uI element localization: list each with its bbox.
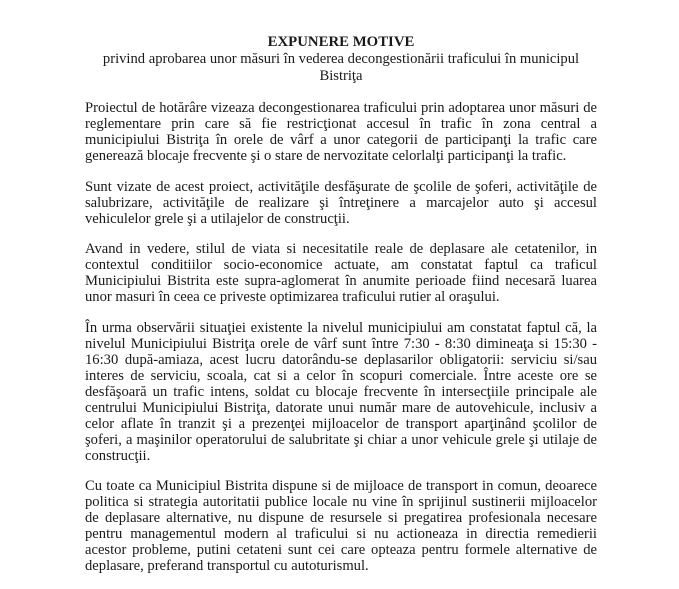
- paragraph: Sunt vizate de acest proiect, activităţile desfăşurate de şcolile de şoferi, activităţile de salubrizare, activităţile de realizare şi întreţinere a marcajelor auto şi accesul vehiculelor grele şi a utilajelor de construcţii.: [85, 178, 597, 227]
- document-subtitle: privind aprobarea unor măsuri în vederea decongestionării traficului în municipul Bistriţa: [102, 51, 580, 84]
- document-title: EXPUNERE MOTIVE: [267, 34, 415, 50]
- document-page: [85, 34, 597, 589]
- paragraph: În urma observării situaţiei existente la nivelul municipiului am constatat faptul că, la nivelul Municipiului Bistriţa orele de vârf sunt între 7:30 - 8:30 dimineaţa si 15:30 - 16:30 după-amiaza, acest lucru datorându-se deplasarilor obligatorii: serviciu si/sau interes de serviciu, scoala, cat si a celor în scopuri comerciale. Între aceste ore se desfăşoară un trafic intens, soldat cu blocaje frecvente în intersecţiile principale ale centrului Municipiului Bistriţa, datorate unui număr mare de autovehicule, inclusiv a celor aflate în tranzit şi a prezenţei mijloacelor de transport aparţinând şcolilor de şoferi, a maşinilor operatorului de salubritate şi chiar a unor vehicule grele şi utilaje de construcţii.: [85, 319, 597, 464]
- paragraph: Cu toate ca Municipiul Bistrita dispune si de mijloace de transport in comun, deoarece politica si strategia autoritatii publice locale nu vine în sprijinul sustinerii mijloacelor de deplasare alternative, nu dispune de resursele si pregatirea profesionala necesare pentru managementul modern al traficului si nu actioneaza in directia remedierii acestor probleme, putini cetateni sunt cei care opteaza pentru formele alternative de deplasare, preferand transportul cu autoturismul.: [85, 478, 597, 574]
- paragraph: Proiectul de hotărâre vizeaza decongestionarea traficului prin adoptarea unor măsuri de reglementare prin care să fie restricţionat accesul în trafic în zona central a municipiului Bistriţa în orele de vârf a unor categorii de participanţi la trafic care generează blocaje frecvente şi o stare de nervozitate celorlalţi participanţi la trafic.: [85, 100, 597, 164]
- paragraph: Avand in vedere, stilul de viata si necesitatile reale de deplasare ale cetatenilor, in contextul conditiilor socio-economice actuate, am constatat faptul ca traficul Municipiului Bistrita este supra-aglomerat în anumite perioade fiind necesară luarea unor masuri în ceea ce priveste optimizarea traficului rutier al oraşului.: [85, 241, 597, 305]
